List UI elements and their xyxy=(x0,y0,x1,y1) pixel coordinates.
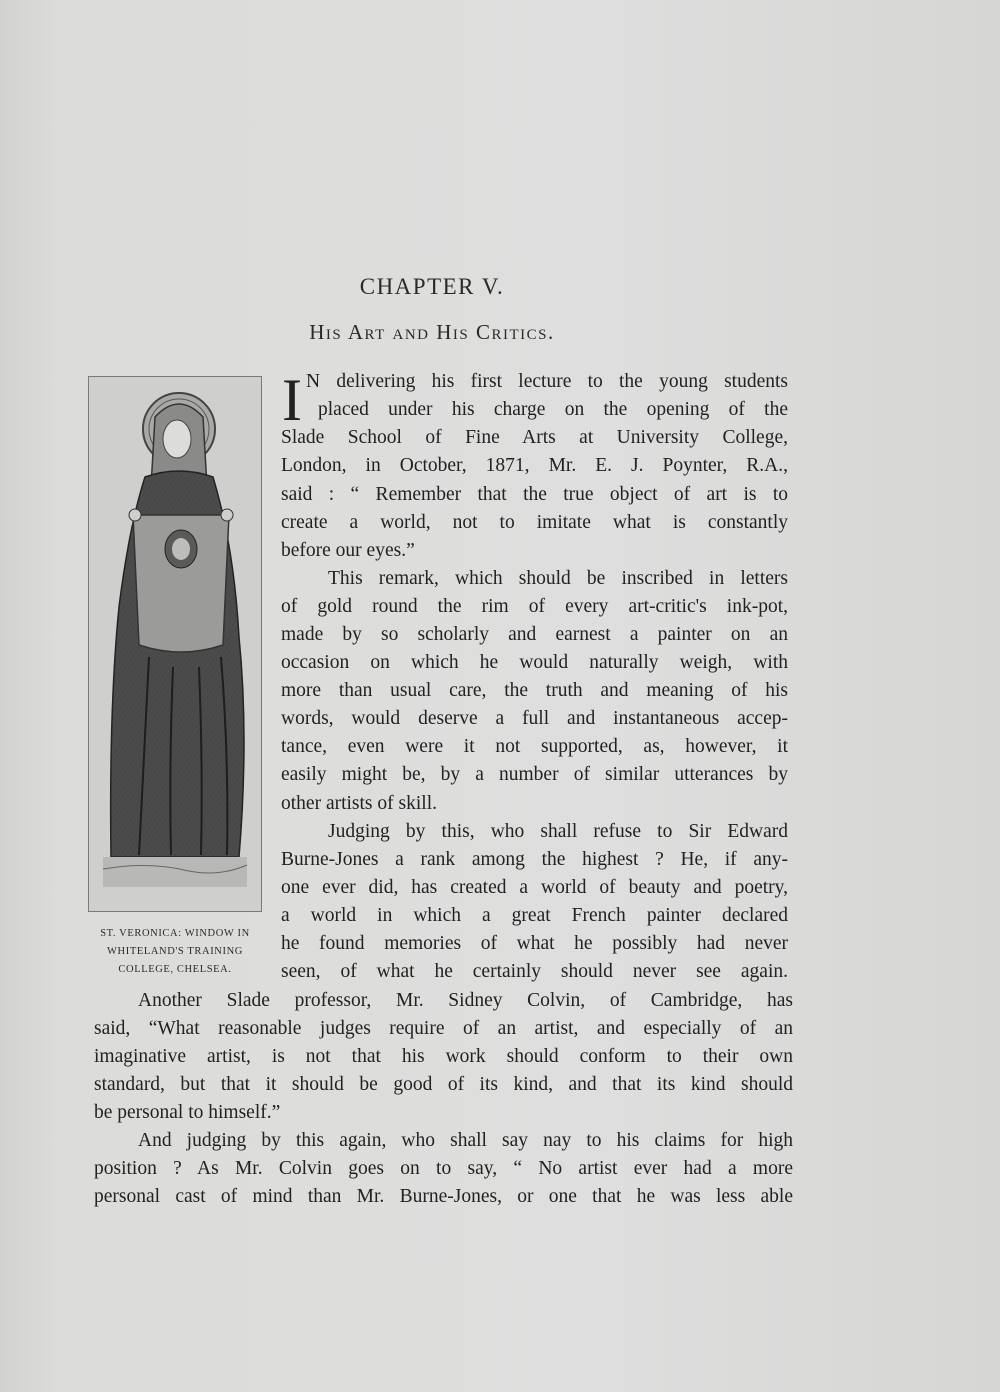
text-line: before our eyes.” xyxy=(281,540,415,561)
text-line: placed under his charge on the opening of the xyxy=(318,399,788,420)
text-line: more than usual care, the truth and meaning of his xyxy=(281,680,788,701)
text-line: of gold round the rim of every art-critic's ink-pot, xyxy=(281,596,788,617)
text-line: This remark, which should be inscribed in letters xyxy=(328,568,788,589)
st-veronica-window-illustration xyxy=(88,376,262,912)
text-line: he found memories of what he possibly had never xyxy=(281,933,788,954)
text-line: made by so scholarly and earnest a painter on an xyxy=(281,624,788,645)
text-line: said : “ Remember that the true object of art is to xyxy=(281,484,788,505)
text-line: And judging by this again, who shall say nay to his claims for high xyxy=(138,1130,793,1151)
text-line: said, “What reasonable judges require of an artist, and especially of an xyxy=(94,1018,793,1039)
text-line: Another Slade professor, Mr. Sidney Colvin, of Cambridge, has xyxy=(138,990,793,1011)
text-line: other artists of skill. xyxy=(281,793,437,814)
drop-cap: I xyxy=(282,367,302,433)
text-line: standard, but that it should be good of its kind, and that its kind should xyxy=(94,1074,793,1095)
text-line: create a world, not to imitate what is constantly xyxy=(281,512,788,533)
figure-caption xyxy=(76,925,274,979)
text-line: London, in October, 1871, Mr. E. J. Poynter, R.A., xyxy=(281,455,788,476)
text-line: position ? As Mr. Colvin goes on to say, “ No artist ever had a more xyxy=(94,1158,793,1179)
chapter-subtitle: His Art and His Critics. xyxy=(309,320,555,344)
text-line: words, would deserve a full and instantaneous accep- xyxy=(281,708,788,729)
text-line: seen, of what he certainly should never see again. xyxy=(281,961,788,982)
text-line: be personal to himself.” xyxy=(94,1102,281,1123)
text-line: a world in which a great French painter declared xyxy=(281,905,788,926)
text-line: Burne-Jones a rank among the highest ? He, if any- xyxy=(281,849,788,870)
caption-line: COLLEGE, CHELSEA. xyxy=(118,964,232,975)
text-line: Slade School of Fine Arts at University College, xyxy=(281,427,788,448)
caption-line: ST. VERONICA: WINDOW IN xyxy=(100,928,250,939)
text-line: easily might be, by a number of similar utterances by xyxy=(281,764,788,785)
text-line: one ever did, has created a world of beauty and poetry, xyxy=(281,877,788,898)
chapter-title: CHAPTER V. xyxy=(359,274,505,299)
text-line: personal cast of mind than Mr. Burne-Jones, or one that he was less able xyxy=(94,1186,793,1207)
text-line: N delivering his first lecture to the young students xyxy=(306,371,788,392)
text-line: Judging by this, who shall refuse to Sir Edward xyxy=(328,821,788,842)
st-veronica-figure-icon xyxy=(89,377,261,911)
caption-line: WHITELAND'S TRAINING xyxy=(107,946,243,957)
text-line: tance, even were it not supported, as, however, it xyxy=(281,736,788,757)
text-line: occasion on which he would naturally weigh, with xyxy=(281,652,788,673)
text-line: imaginative artist, is not that his work should conform to their own xyxy=(94,1046,793,1067)
